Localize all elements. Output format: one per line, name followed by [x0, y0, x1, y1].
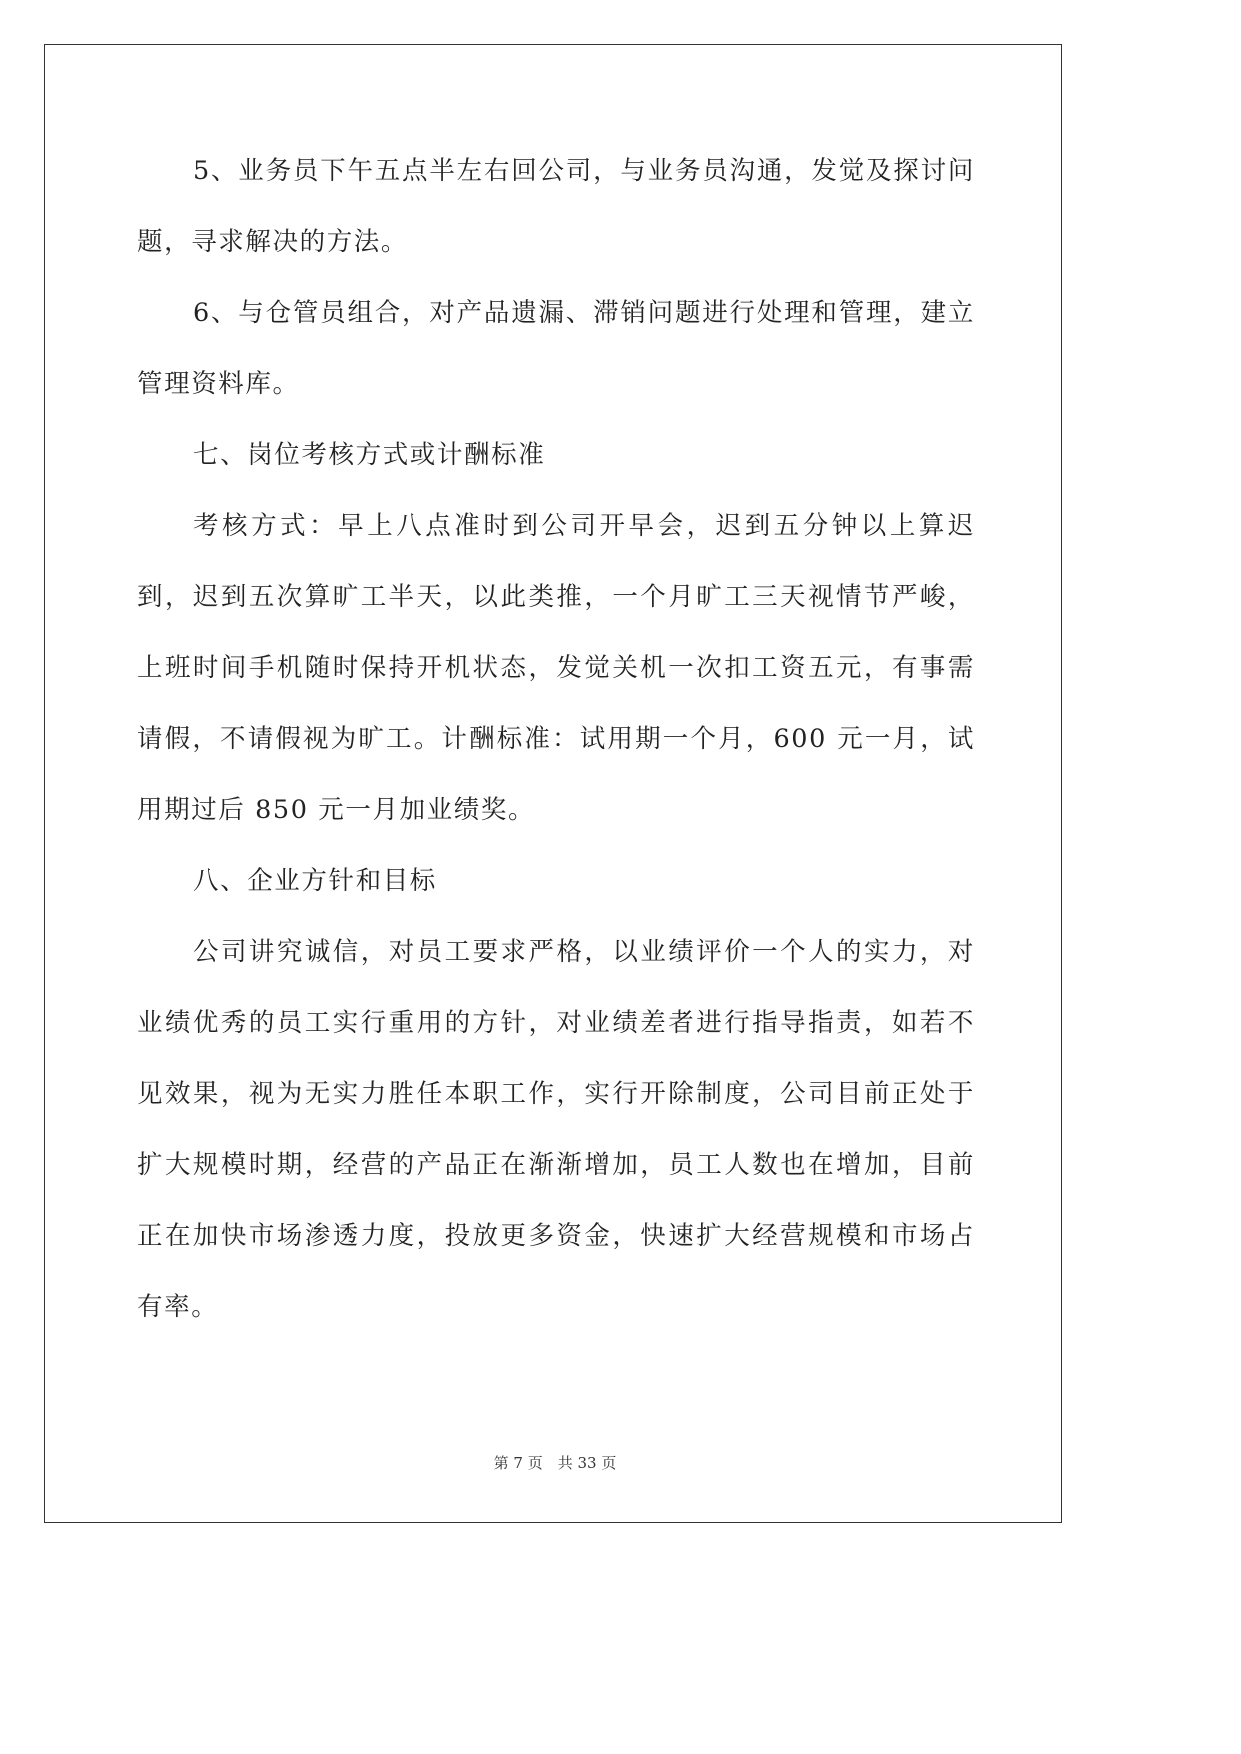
document-body — [137, 136, 975, 1343]
section-heading-7: 七、岗位考核方式或计酬标准 — [193, 440, 546, 470]
section-heading-8: 八、企业方针和目标 — [193, 866, 437, 896]
page-number-footer: 第 7 页 共 33 页 — [493, 1454, 617, 1472]
paragraph-policy: 公司讲究诚信，对员工要求严格，以业绩评价一个人的实力，对业绩优秀的员工实行重用的方针，对业绩差者进行指导指责，如若不见效果，视为无实力胜任本职工作，实行开除制度，公司目前正处于扩大规模时期，经营的产品正在渐渐增加，员工人数也在增加，目前正在加快市场渗透力度，投放更多资金，快速扩大经营规模和市场占有率。 — [137, 937, 975, 1322]
paragraph-assessment: 考核方式：早上八点准时到公司开早会，迟到五分钟以上算迟到，迟到五次算旷工半天，以此类推，一个月旷工三天视情节严峻，上班时间手机随时保持开机状态，发觉关机一次扣工资五元，有事需请假，不请假视为旷工。计酬标准：试用期一个月，600 元一月，试用期过后 850 元一月加业绩奖。 — [137, 511, 975, 825]
paragraph-item-5: 5、业务员下午五点半左右回公司，与业务员沟通，发觉及探讨问题，寻求解决的方法。 — [137, 156, 975, 257]
paragraph-item-6: 6、与仓管员组合，对产品遗漏、滞销问题进行处理和管理，建立管理资料库。 — [137, 298, 975, 399]
